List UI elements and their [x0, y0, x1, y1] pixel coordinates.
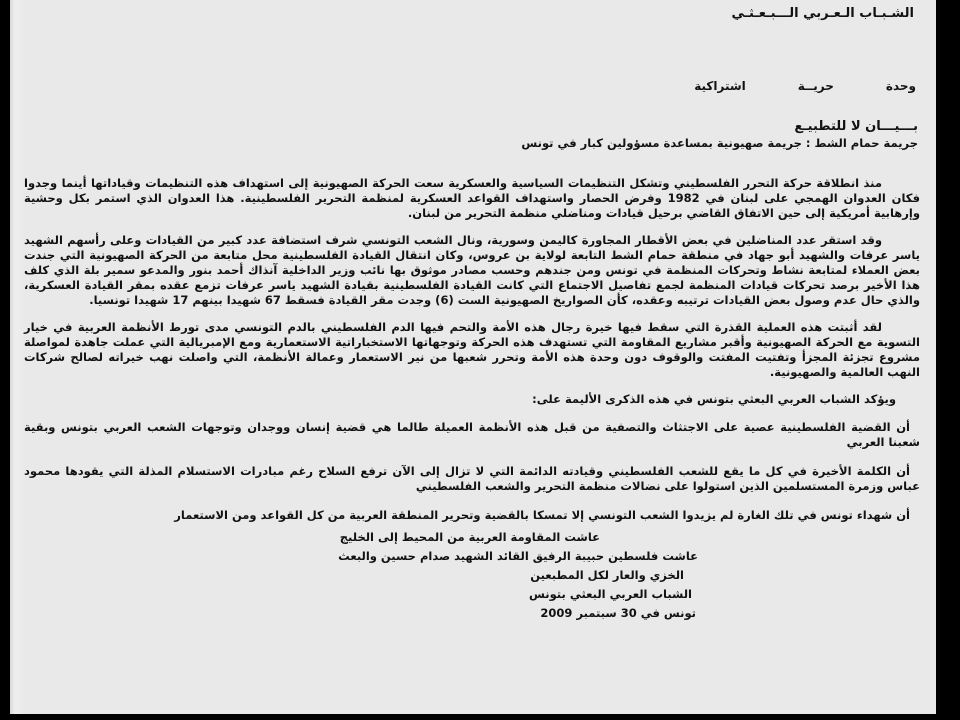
affirmation-item-3: أن شهداء تونس في تلك الغارة لم يزيدوا الشعب التونسي إلا تمسكا بالقضية وتحرير المنطقة العربية من كل القواعد ومن الاستعمار [174, 508, 910, 522]
paragraph-2: وقد استقر عدد المناضلين في بعض الأقطار المجاورة كاليمن وسورية، ونال الشعب التونسي شرف استضافة عدد كبير من القيادات وعلى رأسهم الشهيد ياسر عرفات والشهيد أبو جهاد في منطقة حمام الشط التابعة لولاية بن عروس، وكان انتقال القيادة الفلسطينية محل متابعة من الحركة الصهيونية التي جندت بعض العملاء لمتابعة نشاط وتحركات المنظمة في تونس ومن جندهم وحسب مصادر موثوق بها نائب وزير الداخلية آنذاك أحمد بنور والمدعو سمير بلة الذي كلف هذا الأخير برصد تحركات قيادات المنظمة لجمع تفاصيل الاجتماع التي كانت القيادة الفلسطينية بقيادة الشهيد ياسر عرفات تزمع عقده بمقر القيادة العسكرية، والذي حال عدم وصول بعض القيادات ترتيبه وعقده، كأن الصواريخ الصهيونية الست (6) وجدت مقر القيادة فسقط 67 شهيدا بينهم 17 شهيدا تونسيا. [24, 233, 920, 307]
paragraph-3: لقد أثبتت هذه العملية القذرة التي سقط فيها خيرة رجال هذه الأمة والتحم فيها الدم الفلسطيني بالدم التونسي مدى تورط الأنظمة العربية في خيار التسوية مع الحركة الصهيونية وأقبر مشاريع المقاومة التي تستهدف هذه الحركة وتوجهاتها الاستخباراتية الاستعمارية ومع الإمبريالية التي عملت جاهدة لمواصلة مشروع تجزئة المجزأ وتفتيت المفتت والوقوف دون وحدة هذه الأمة وتحرر شعبها من نير الاستعمار وعمالة الأنظمة، التي واصلت نهب خيراته لصالح شركات النهب العالمية والصهيونية. [24, 320, 920, 379]
affirmation-intro: ويؤكد الشباب العربي البعثي بتونس في هذه الذكرى الأليمة على: [532, 392, 896, 406]
slogan-word-socialism: اشتراكية [694, 79, 746, 93]
party-slogan [24, 79, 916, 93]
document-content [10, 0, 936, 714]
signature-line: الشباب العربي البعثي بتونس [529, 587, 692, 601]
date-line: تونس في 30 سبتمبر 2009 [540, 606, 696, 620]
org-title: الشـبـاب الـعـربي الـــبـعـثـي [731, 6, 914, 21]
affirmation-item-1: أن القضية الفلسطينية عصية على الاجتثاث والتصفية من قبل هذه الأنظمة العميلة طالما هي قضية إنسان ووجدان وتوجهات الشعب العربي بتونس وبقية شعبنا العربي [24, 420, 920, 449]
slogan-word-unity: وحدة [885, 79, 916, 93]
paragraph-1: منذ انطلاقة حركة التحرر الفلسطيني وتشكل التنظيمات السياسية والعسكرية سعت الحركة الصهيونية إلى استهداف هذه التنظيمات وقياداتها أينما وجدوا فكان العدوان الهمجي على لبنان في 1982 وفرض الحصار واستهداف القواعد العسكرية لمنظمة التحرير الفلسطينية. هذا العدوان الذي استمر بكل وحشية وإرهابية أمريكية إلى حين الاتفاق القاضي برحيل قيادات ومناضلي منظمة التحرير من لبنان. [24, 176, 920, 220]
closing-slogan-shame: الخزي والعار لكل المطبعين [530, 568, 684, 582]
closing-slogan-palestine: عاشت فلسطين حبيبة الرفيق القائد الشهيد صدام حسين والبعث [338, 549, 698, 563]
affirmation-item-2: أن الكلمة الأخيرة في كل ما يقع للشعب الفلسطيني وقيادته الدائمة التي لا تزال إلى الآن ترفع السلاح رغم مبادرات الاستسلام المذلة التي يقودها محمود عباس وزمرة المستسلمين الذين استولوا على نضالات منظمة التحرير والشعب الفلسطيني [24, 464, 920, 493]
closing-slogan-resistance: عاشت المقاومة العربية من المحيط إلى الخليج [339, 530, 600, 544]
statement-subtitle: جريمة حمام الشط : جريمة صهيونية بمساعدة مسؤولين كبار في تونس [521, 136, 918, 150]
document-page [10, 0, 936, 714]
slogan-word-freedom: حريــة [797, 79, 834, 93]
statement-title: بـــيـــان لا للتطبيـع [794, 119, 918, 134]
